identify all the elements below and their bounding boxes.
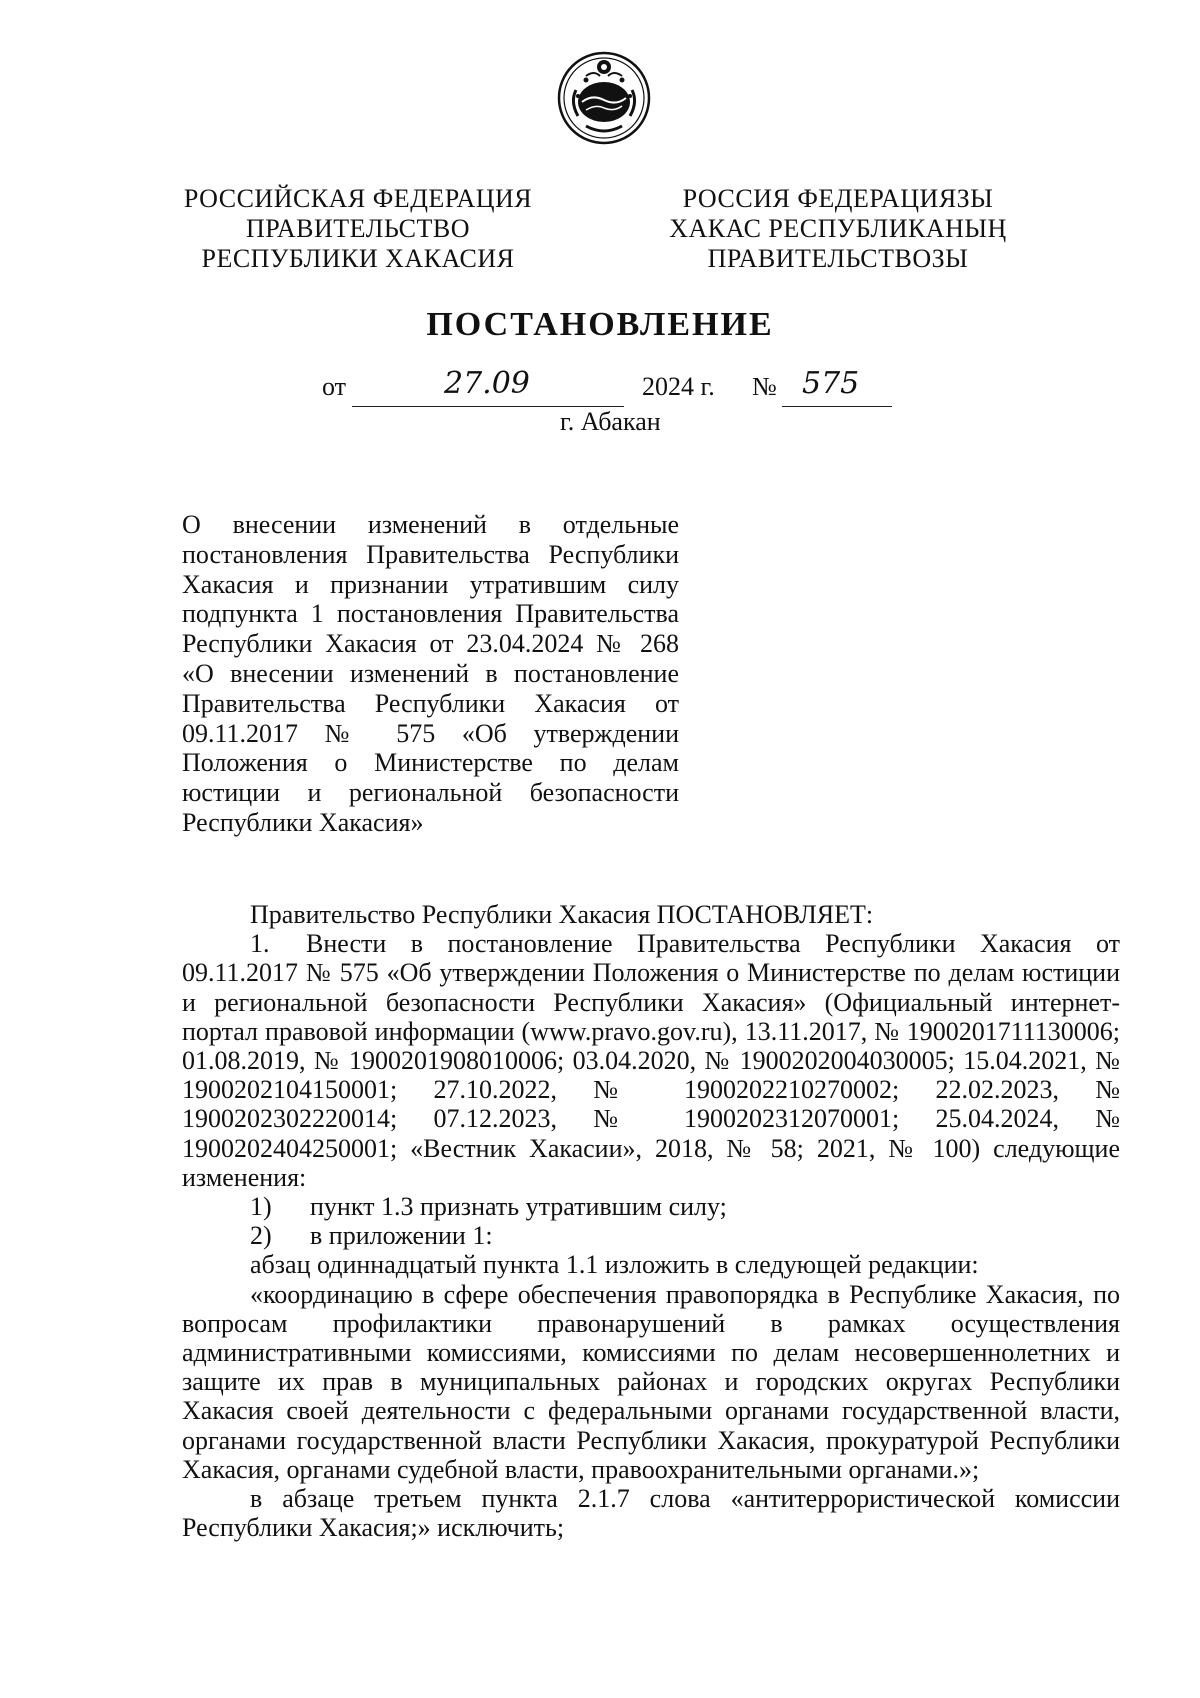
decree-line: Правительство Республики Хакасия ПОСТАНОВЛЯЕТ:	[250, 900, 874, 929]
document-title: ПОСТАНОВЛЕНИЕ	[426, 306, 774, 343]
subitem-2-text: в приложении 1:	[310, 1221, 493, 1251]
paragraph: «координацию в сфере обеспечения правопорядка в Республике Хакасия, по вопросам профилактики правонарушений в рамках осуществления административными комиссиями, комиссиями по делам несовершеннолетних и защите их прав в муниципальных районах и городских округах Республики Хакасия своей деятельности с федеральными органами государственной власти, органами государственной власти Республики Хакасия, прокуратурой Республики Хакасия, органами судебной власти, правоохранительными органами.»;	[182, 1279, 1120, 1484]
document-body	[182, 900, 1120, 1542]
paragraph: абзац одиннадцатый пункта 1.1 изложить в следующей редакции:	[250, 1250, 979, 1280]
date-handwritten: 27.09	[444, 366, 530, 401]
subitem-2-number: 2)	[250, 1221, 272, 1251]
header-right-line: ПРАВИТЕЛЬСТВОЗЫ	[707, 244, 969, 273]
header-right-line: РОССИЯ ФЕДЕРАЦИЯЗЫ	[682, 184, 994, 213]
subitem-1-text: пункт 1.3 признать утратившим силу;	[310, 1192, 727, 1222]
subitem-2	[182, 1221, 1120, 1250]
number-label: №	[752, 372, 777, 401]
date-from-label: от	[322, 372, 347, 401]
item-1	[182, 929, 1120, 1192]
date-year: 2024 г.	[642, 372, 715, 401]
subitem-1	[182, 1192, 1120, 1221]
coat-of-arms-icon	[556, 50, 652, 146]
city: г. Абакан	[560, 407, 661, 436]
header-left-line: ПРАВИТЕЛЬСТВО	[246, 214, 470, 243]
header-left-line: РЕСПУБЛИКИ ХАКАСИЯ	[201, 244, 515, 273]
header-right-line: ХАКАС РЕСПУБЛИКАНЫҢ	[669, 214, 1007, 243]
header-left-line: РОССИЙСКАЯ ФЕДЕРАЦИЯ	[183, 184, 533, 213]
item-1-number: 1.	[250, 929, 270, 959]
number-underline	[782, 406, 892, 407]
number-handwritten: 575	[802, 366, 860, 401]
paragraph: в абзаце третьем пункта 2.1.7 слова «антитеррористической комиссии Республики Хакасия;» исключить;	[182, 1484, 1120, 1543]
header-left-block	[148, 184, 568, 274]
subitem-1-number: 1)	[250, 1192, 272, 1222]
document-subject: О внесении изменений в отдельные постановления Правительства Республики Хакасия и признании утратившим силу подпункта 1 постановления Правительства Республики Хакасия от 23.04.2024 № 268 «О внесении изменений в постановление Правительства Республики Хакасия от 09.11.2017 № 575 «Об утверждении Положения о Министерстве по делам юстиции и региональной безопасности Республики Хакасия»	[182, 510, 679, 837]
item-1-text: Внести в постановление Правительства Республики Хакасия от 09.11.2017 № 575 «Об утверждении Положения о Министерстве по делам юстиции и региональной безопасности Республики Хакасия» (Официальный интернет-портал правовой информации (www.pravo.gov.ru), 13.11.2017, № 1900201711130006; 01.08.2019, № 1900201908010006; 03.04.2020, № 1900202004030005; 15.04.2021, № 1900202104150001; 27.10.2022, № 1900202210270002; 22.02.2023, № 1900202302220014; 07.12.2023, № 1900202312070001; 25.04.2024, № 1900202404250001; «Вестник Хакасии», 2018, № 58; 2021, № 100) следующие изменения:	[182, 929, 1120, 1192]
header-right-block	[628, 184, 1048, 274]
